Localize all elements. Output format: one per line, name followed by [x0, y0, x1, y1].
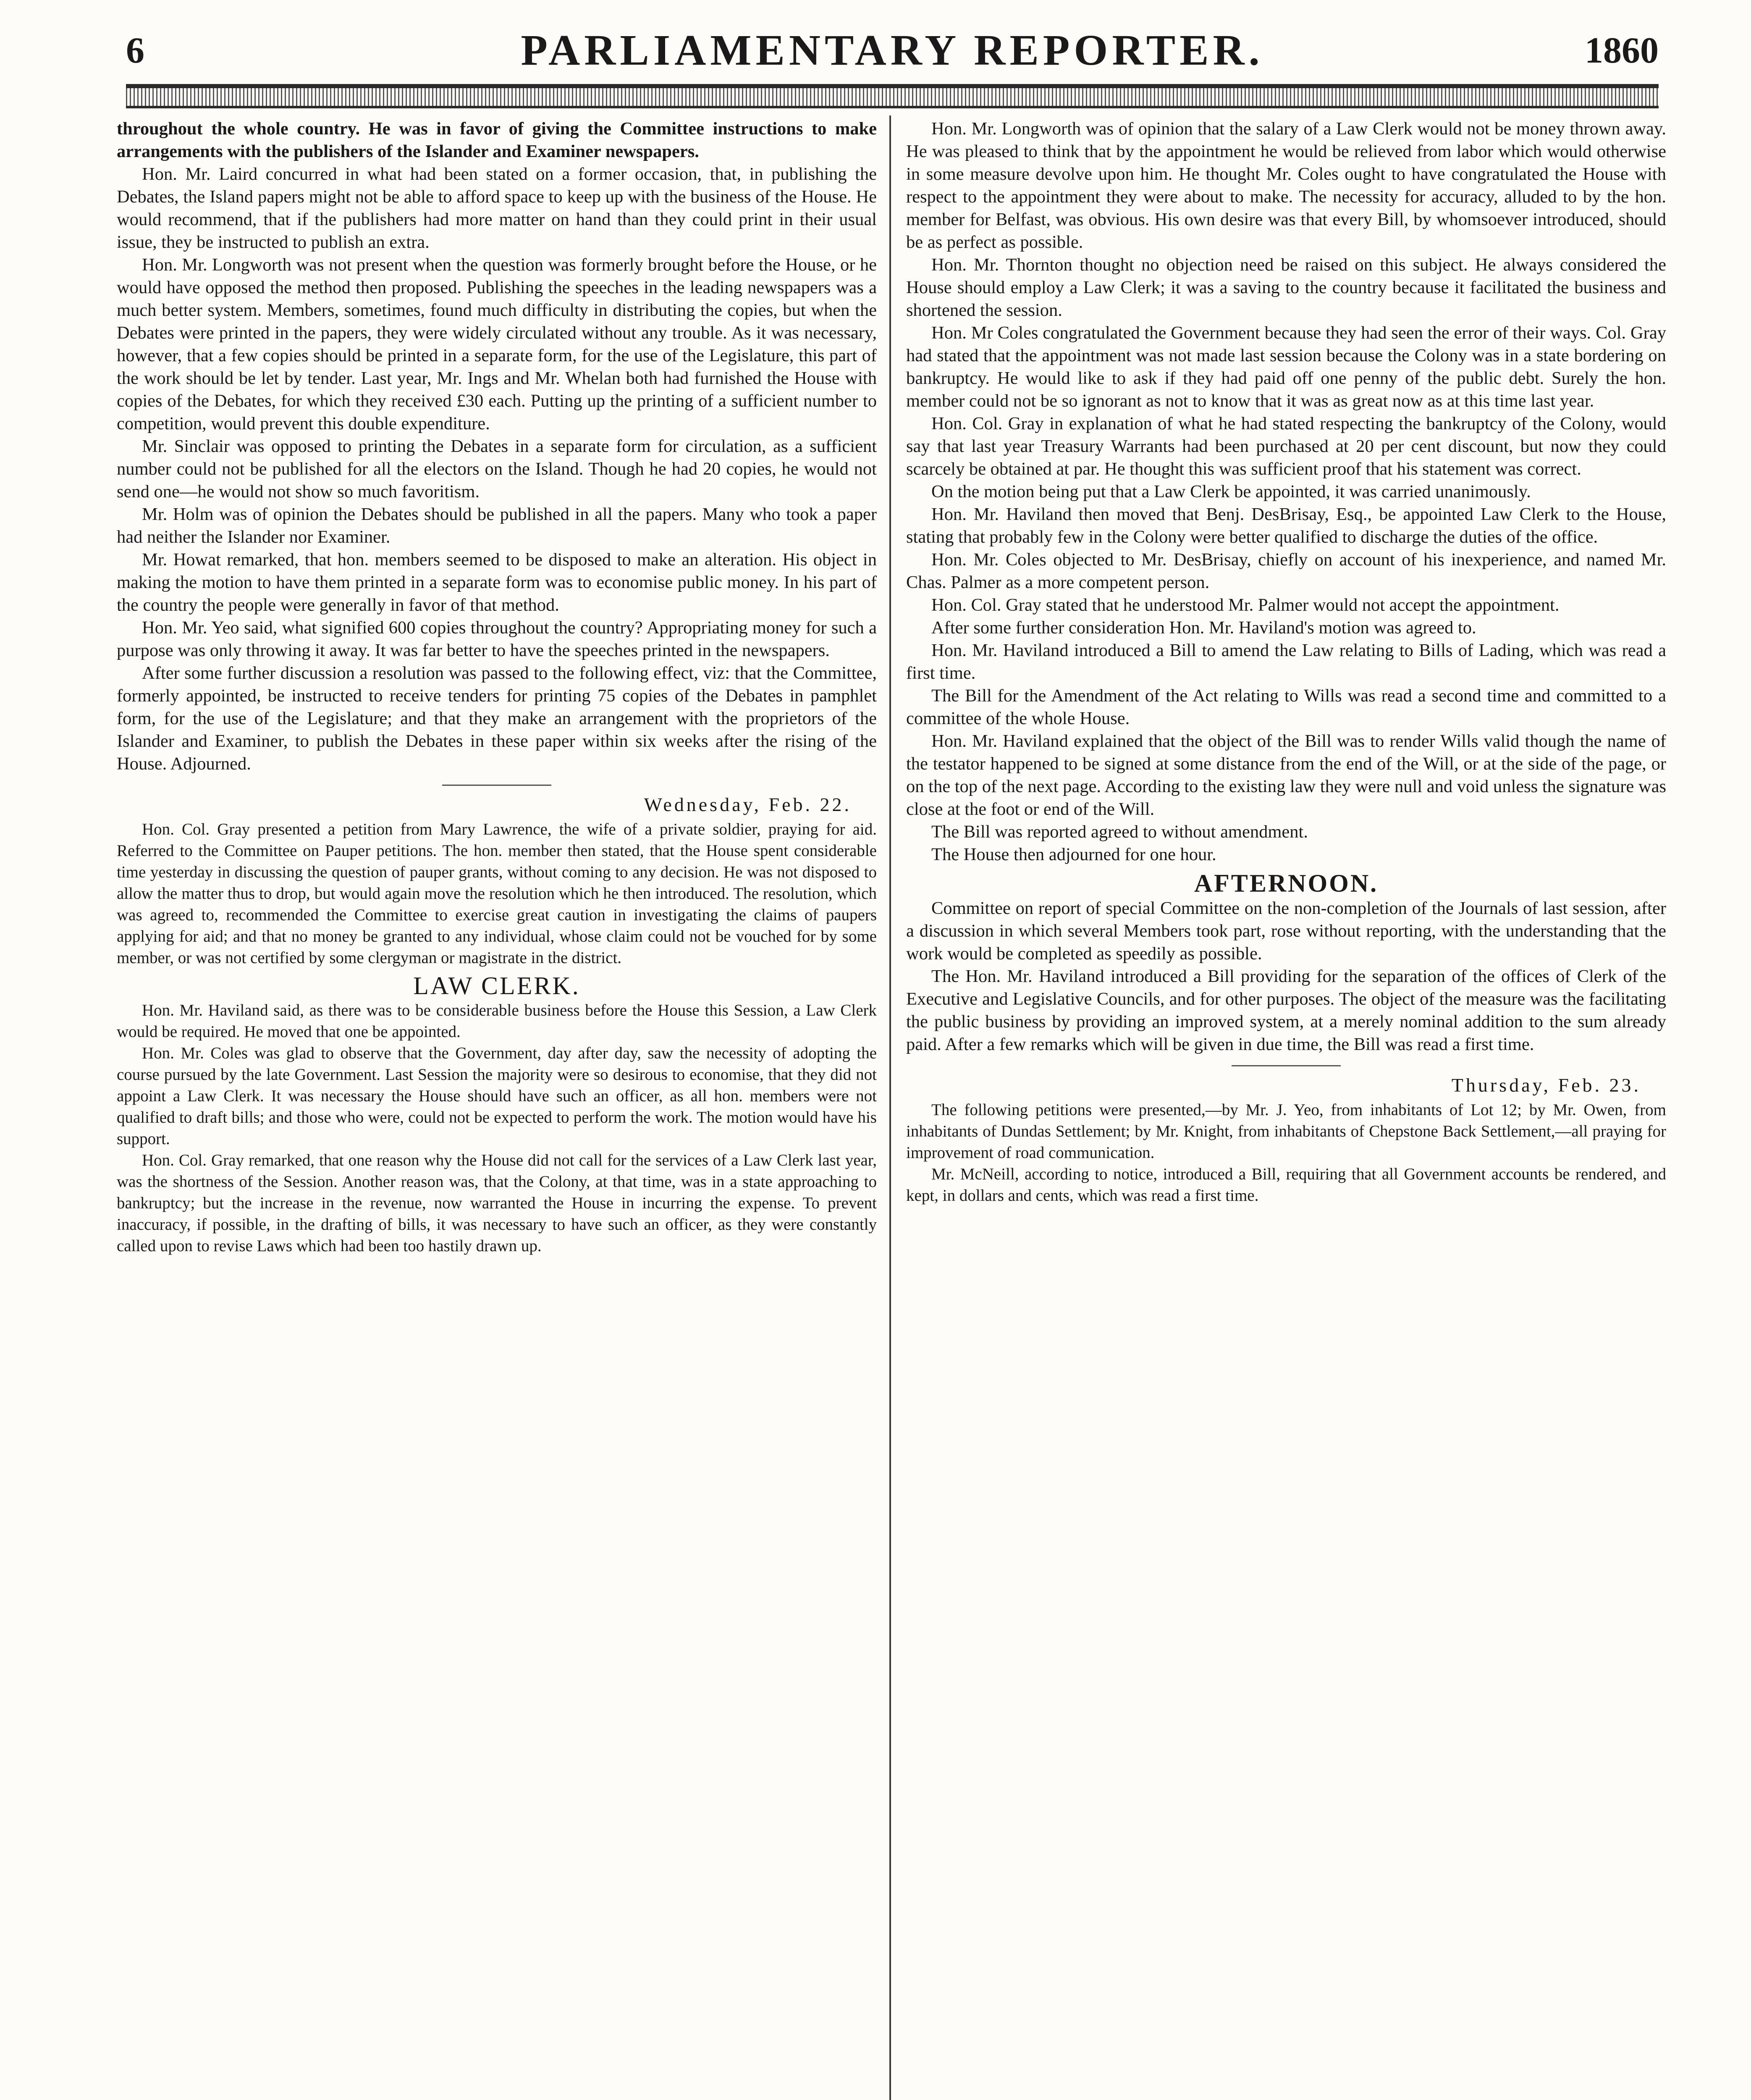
dateline-thursday: Thursday, Feb. 23.	[1451, 1074, 1641, 1096]
section-divider	[442, 785, 551, 786]
publication-title: PARLIAMENTARY REPORTER.	[521, 26, 1264, 74]
paragraph: Mr. Sinclair was opposed to printing the Debates in a separate form for circulation, as a sufficient number could not be published for all the electors on the Island. Though he had 20 copies, he would not send one—he would not show so much favoritism.	[117, 436, 877, 501]
paragraph: Mr. Howat remarked, that hon. members seemed to be disposed to make an alteration. His object in making the motion to have them printed in a separate form was to economise public money. In his part of the country the people were generally in favor of that method.	[117, 550, 877, 615]
section-heading-law-clerk: LAW CLERK.	[413, 972, 580, 1000]
paragraph: Hon. Col. Gray stated that he understood Mr. Palmer would not accept the appointment.	[931, 595, 1560, 615]
section-divider	[1232, 1065, 1341, 1066]
paragraph: Hon. Mr Coles congratulated the Government because they had seen the error of their ways. Col. Gray had stated that the appointment was not made last session because the Colony was in a state bordering on bankruptcy. He would like to ask if they had paid off one penny of the public debt. Surely the hon. member could not be so ignorant as not to know that it was as great now as at this time last year.	[906, 323, 1666, 411]
paragraph: Hon. Mr. Thornton thought no objection need be raised on this subject. He always considered the House should employ a Law Clerk; it was a saving to the country because it facilitated the business and shortened the session.	[906, 255, 1666, 320]
paragraph: Hon. Col. Gray presented a petition from Mary Lawrence, the wife of a private soldier, praying for aid. Referred to the Committee on Pauper petitions. The hon. member then stated, that the House spent considerable time yesterday in discussing the question of pauper grants, without coming to any decision. He was not disposed to allow the matter thus to drop, but would again move the resolution which he then introduced. The resolution, which was agreed to, recommended the Committee to exercise great caution in investigating the claims of paupers applying for aid; and that no money be granted to any individual, whose claim could not be vouched for by some member, or was not certified by some clergyman or magistrate in the district.	[117, 820, 877, 967]
right-column	[906, 118, 1666, 2100]
page-number: 6	[126, 30, 144, 71]
publication-year: 1860	[1585, 30, 1659, 71]
column-divider	[889, 116, 891, 2100]
dateline-wednesday: Wednesday, Feb. 22.	[644, 794, 852, 815]
paragraph: The Bill for the Amendment of the Act relating to Wills was read a second time and committed to a committee of the whole House.	[906, 686, 1666, 728]
paragraph: The House then adjourned for one hour.	[931, 845, 1216, 864]
paragraph: On the motion being put that a Law Clerk be appointed, it was carried unanimously.	[931, 482, 1531, 501]
header-rule	[126, 84, 1659, 108]
paragraph: After some further consideration Hon. Mr. Haviland's motion was agreed to.	[931, 618, 1476, 638]
paragraph: After some further discussion a resolution was passed to the following effect, viz: that the Committee, formerly appointed, be instructed to receive tenders for printing 75 copies of the Debates in pamphlet form, for the use of the Legislature; and that they make an arrangement with the proprietors of the Islander and Examiner, to publish the Debates in these paper within six weeks after the rising of the House. Adjourned.	[117, 663, 877, 774]
paragraph: Hon. Mr. Haviland said, as there was to be considerable business before the House this Session, a Law Clerk would be required. He moved that one be appointed.	[117, 1001, 877, 1041]
paragraph: Hon. Mr. Longworth was not present when the question was formerly brought before the House, or he would have opposed the method then proposed. Publishing the speeches in the leading newspapers was a much better system. Members, sometimes, found much difficulty in distributing the copies, but when the Debates were printed in the papers, they were widely circulated without any trouble. As it was necessary, however, that a few copies should be printed in a separate form, for the use of the Legislature, this part of the work should be let by tender. Last year, Mr. Ings and Mr. Whelan both had furnished the House with copies of the Debates, for which they received £30 each. Putting up the printing of a sufficient number to competition, would prevent this double expenditure.	[117, 255, 877, 433]
section-heading-afternoon: AFTERNOON.	[1194, 869, 1379, 897]
paragraph: Hon. Mr. Longworth was of opinion that the salary of a Law Clerk would not be money thrown away. He was pleased to think that by the appointment he would be relieved from labor which would otherwise in some measure devolve upon him. He thought Mr. Coles ought to have congratulated the House with respect to the appointment they were about to make. The necessity for accuracy, alluded to by the hon. member for Belfast, was obvious. His own desire was that every Bill, by whomsoever introduced, should be as perfect as possible.	[906, 119, 1666, 252]
paragraph: Mr. McNeill, according to notice, introduced a Bill, requiring that all Government accounts be rendered, and kept, in dollars and cents, which was read a first time.	[906, 1165, 1666, 1205]
paragraph: throughout the whole country. He was in favor of giving the Committee instructions to make arrangements with the publishers of the Islander and Examiner newspapers.	[117, 119, 877, 161]
paragraph: Hon. Mr. Coles objected to Mr. DesBrisay, chiefly on account of his inexperience, and named Mr. Chas. Palmer as a more competent person.	[906, 550, 1666, 592]
paragraph: Committee on report of special Committee on the non-completion of the Journals of last session, after a discussion in which several Members took part, rose without reporting, with the understanding that the work would be completed as speedily as possible.	[906, 898, 1666, 963]
paragraph: The Hon. Mr. Haviland introduced a Bill providing for the separation of the offices of Clerk of the Executive and Legislative Councils, and for other purposes. The object of the measure was the facilitating the public business by providing an improved system, at a merely nominal addition to the sum already paid. After a few remarks which will be given in due time, the Bill was read a first time.	[906, 966, 1666, 1054]
paragraph: Hon. Mr. Laird concurred in what had been stated on a former occasion, that, in publishing the Debates, the Island papers might not be able to afford space to keep up with the business of the House. He would recommend, that if the publishers had more matter on hand than they could print in their usual issue, they be instructed to publish an extra.	[117, 164, 877, 252]
paragraph: The Bill was reported agreed to without amendment.	[931, 822, 1308, 842]
page-header	[126, 25, 1659, 80]
paragraph: Hon. Col. Gray remarked, that one reason why the House did not call for the services of a Law Clerk last year, was the shortness of the Session. Another reason was, that the Colony, at that time, was in a state approaching to bankruptcy; but the increase in the revenue, now warranted the House in incurring the expense. To prevent inaccuracy, if possible, in the drafting of bills, it was necessary to have such an officer, as they were constantly called upon to revise Laws which had been too hastily drawn up.	[117, 1151, 877, 1255]
paragraph: Hon. Mr. Haviland then moved that Benj. DesBrisay, Esq., be appointed Law Clerk to the House, stating that probably few in the Colony were better qualified to discharge the duties of the office.	[906, 504, 1666, 547]
left-column	[117, 118, 877, 2100]
paragraph: Mr. Holm was of opinion the Debates should be published in all the papers. Many who took a paper had neither the Islander nor Examiner.	[117, 504, 877, 547]
paragraph: The following petitions were presented,—by Mr. J. Yeo, from inhabitants of Lot 12; by Mr. Owen, from inhabitants of Dundas Settlement; by Mr. Knight, from inhabitants of Chepstone Back Settlement,—all praying for improvement of road communication.	[906, 1101, 1666, 1162]
paragraph: Hon. Mr. Haviland introduced a Bill to amend the Law relating to Bills of Lading, which was read a first time.	[906, 640, 1666, 683]
paragraph: Hon. Mr. Coles was glad to observe that the Government, day after day, saw the necessity of adopting the course pursued by the late Government. Last Session the majority were so desirous to economise, that they did not appoint a Law Clerk. It was necessary the House should have such an officer, as all hon. members were not qualified to draft bills; and those who were, could not be expected to perform the work. The motion would have his support.	[117, 1044, 877, 1148]
paragraph: Hon. Mr. Yeo said, what signified 600 copies throughout the country? Appropriating money for such a purpose was only throwing it away. It was far better to have the speeches printed in the newspapers.	[117, 618, 877, 660]
paragraph: Hon. Col. Gray in explanation of what he had stated respecting the bankruptcy of the Colony, would say that last year Treasury Warrants had been purchased at 20 per cent discount, but now they could scarcely be obtained at par. He thought this was sufficient proof that his statement was correct.	[906, 414, 1666, 479]
paragraph: Hon. Mr. Haviland explained that the object of the Bill was to render Wills valid though the name of the testator happened to be signed at some distance from the end of the Will, or at the side of the page, or on the top of the next page. According to the existing law they were null and void unless the signature was close at the foot or end of the Will.	[906, 731, 1666, 819]
